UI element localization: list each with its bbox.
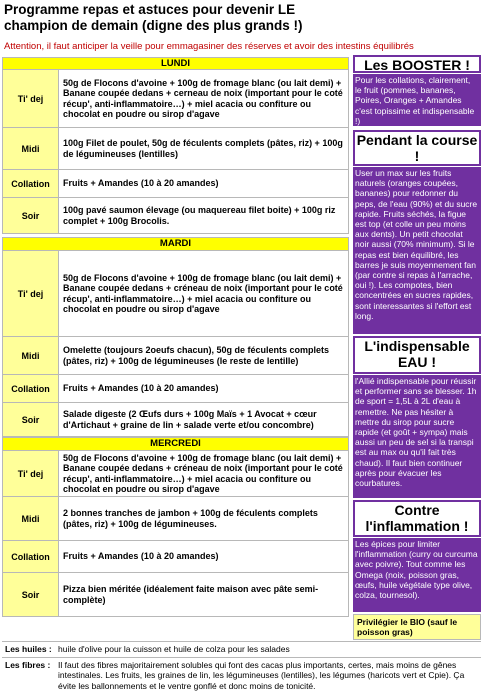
meal-row [2,403,349,437]
day-header-mercredi: MERCREDI [2,437,349,451]
page-title: Programme repas et astuces pour devenir LE champion de demain (digne des plus grands !) [4,2,303,33]
meal-row [2,541,349,573]
meal-label: Ti' dej [3,251,59,336]
oils-label: Les huiles : [5,644,52,654]
booster-text: Pour les collations, clairement, le fruit (pommes, bananes, Poires, Oranges + Amandes c'est topissime et indispensable !) [353,74,481,126]
meal-label: Soir [3,573,59,616]
meal-row [2,170,349,198]
race-text: User un max sur les fruits naturels (oranges coupées, bananes) pour redonner du peps, de l'eau (90%) et du sucre rapide. Fruits séchés, la figue est top (et colle un peu moins aux dents). Un petit chocolat noir aussi (70% minimum). Si le repas est bien équilibré, les barres je suis moyennement fan (par contre si repas à l'arrache, oui !). Les compotes, bien concentrées en sucres rapides, sont interessantes si l'effort est long. [353,167,481,334]
water-text: l'Allié indispensable pour réussir et performer sans se blesser. 1h de sport = 1,5L à 2L d'eau à remettre. Ne pas hésiter à mettre du sirop pour sucre rapide (et goût + sympa) mais aussi un peu de sel si la transpi est au max ou qu'il fait très chaud). Il faut bien continuer après pour évacuer les courbatures. [353,375,481,498]
booster-heading: Les BOOSTER ! [353,55,481,73]
meal-text: Salade digeste (2 Œufs durs + 100g Maïs + 1 Avocat + cœur d'Artichaut + graine de lin + salade verte et/ou concombre) [63,409,317,430]
meal-row [2,375,349,403]
meal-label: Soir [3,403,59,436]
meal-text: Fruits + Amandes (10 à 20 amandes) [63,178,219,189]
meal-label: Collation [3,375,59,402]
meal-row [2,451,349,497]
oils-row [2,641,481,657]
meal-text: Fruits + Amandes (10 à 20 amandes) [63,551,219,562]
meal-row [2,337,349,375]
race-heading: Pendant la course ! [353,130,481,166]
meal-text: 2 bonnes tranches de jambon + 100g de féculents complets (pâtes, riz) + 100g de légumineuses. [63,508,318,529]
day-header-mardi: MARDI [2,237,349,251]
meal-label: Midi [3,497,59,540]
meal-label: Soir [3,198,59,233]
meal-text: 50g de Flocons d'avoine + 100g de fromage blanc (ou lait demi) + Banane coupée dedans + cerneau de noix (important pour le coté récup', anti-inflammatoire…) + miel acacia ou confiture ou chocolat en poudre ou sirop d'agave [63,77,343,119]
meal-row [2,128,349,170]
meal-label: Ti' dej [3,70,59,127]
meal-label: Midi [3,337,59,374]
meal-label: Ti' dej [3,451,59,496]
meal-text: 100g pavé saumon élevage (ou maquereau filet boite) + 100g riz complet + 100g Brocolis. [63,205,336,226]
inflammation-text: Les épices pour limiter l'inflammation (curry ou curcuma avec poivre). Tout comme les Omega (noix, poisson gras, œufs, huile végétale type olive, colza, tournesol). [353,538,481,612]
meal-row [2,198,349,234]
inflammation-heading: Contre l'inflammation ! [353,500,481,537]
meal-label: Collation [3,541,59,572]
fibres-text: Il faut des fibres majoritairement solubles qui font des cacas plus importants, certes, mais moins de gênes intestinales. Les fruits, les graines de lin, les légumineuses (lentilles), les légumes (haricots vert et Cpie). Ça évite les ballonnements et le ventre gonflé et donc moins de tonicité. [58,660,465,691]
fibres-label: Les fibres : [5,660,51,670]
fibres-row [2,657,481,694]
meal-text: 50g de Flocons d'avoine + 100g de fromage blanc (ou lait demi) + Banane coupée dedans + créneau de noix (important pour le coté récup', anti-inflammatoire…) + miel acacia ou confiture ou chocolat en poudre ou sirop d'agave [63,452,343,494]
meal-row [2,70,349,128]
meal-text: Fruits + Amandes (10 à 20 amandes) [63,383,219,394]
warning-note: Attention, il faut anticiper la veille pour emmagasiner des réserves et avoir des intestins équilibrés [4,41,414,52]
bio-note: Privilégier le BIO (sauf le poisson gras) [353,614,481,640]
meal-text: Pizza bien méritée (idéalement faite maison avec pâte semi-complète) [63,584,319,605]
meal-label: Collation [3,170,59,197]
oils-text: huile d'olive pour la cuisson et huile de colza pour les salades [58,644,290,654]
day-header-lundi: LUNDI [2,57,349,70]
meal-text: 100g Filet de poulet, 50g de féculents complets (pâtes, riz) + 100g de légumineuses (lentilles) [63,138,343,159]
water-heading: L'indispensable EAU ! [353,336,481,374]
meal-text: 50g de Flocons d'avoine + 100g de fromage blanc (ou lait demi) + Banane coupée dedans + créneau de noix (important pour le coté récup', anti-inflammatoire…) + miel acacia ou confiture ou chocolat en poudre ou sirop d'agave [63,272,343,314]
meal-row [2,251,349,337]
meal-row [2,573,349,617]
meal-row [2,497,349,541]
meal-label: Midi [3,128,59,169]
meal-text: Omelette (toujours 2oeufs chacun), 50g de féculents complets (pâtes, riz) + 100g de légumineuses (le reste de lentille) [63,345,330,366]
